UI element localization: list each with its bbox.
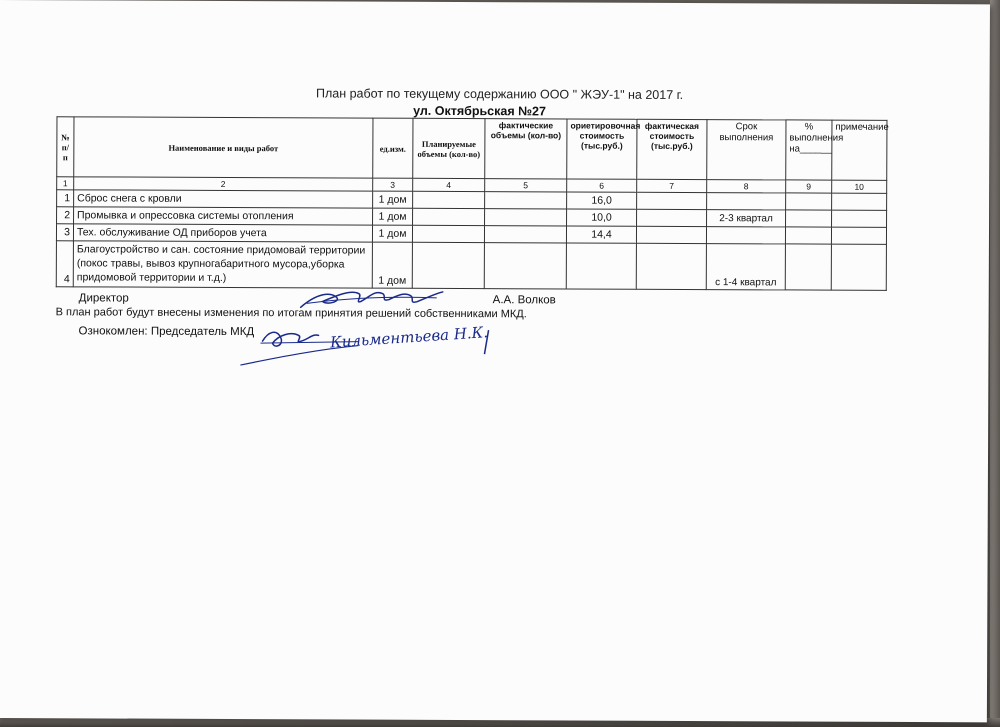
row-unit: 1 дом	[373, 208, 413, 225]
row-unit: 1 дом	[373, 191, 413, 208]
row-deadline: с 1-4 квартал	[706, 244, 785, 290]
header-planned: Планируемые объемы (кол-во)	[413, 118, 485, 178]
document-title: План работ по текущему содержанию ООО " ЖЭУ-1" на 2017 г.	[315, 86, 684, 102]
chairman-signature-text: Кильментьева Н.К.	[329, 323, 489, 352]
row-num: 3	[56, 224, 73, 241]
column-number: 9	[786, 180, 832, 193]
row-note	[831, 244, 886, 290]
header-percent: % выполнения на______	[786, 120, 832, 180]
acquainted-label: Ознокомлен: Председатель МКД	[78, 325, 255, 339]
header-actual-volume: фактические объемы (кол-во)	[485, 119, 567, 179]
row-num: 4	[56, 241, 73, 287]
column-number: 4	[413, 178, 485, 191]
row-unit: 1 дом	[372, 225, 412, 242]
row-est-cost	[566, 243, 636, 289]
row-actual-cost	[636, 226, 706, 243]
row-actual-volume	[484, 243, 566, 289]
row-est-cost: 14,4	[566, 226, 636, 243]
row-percent	[786, 193, 832, 210]
column-number: 10	[832, 180, 887, 193]
header-num: № п/п	[57, 117, 74, 177]
column-number: 5	[485, 179, 567, 192]
row-unit: 1 дом	[372, 242, 412, 288]
row-note	[831, 227, 886, 244]
table-header-row	[57, 117, 887, 181]
row-name: Тех. обслуживание ОД приборов учета	[73, 224, 372, 242]
row-percent	[785, 227, 831, 244]
row-actual-volume	[484, 226, 566, 243]
header-name: Наименование и виды работ	[74, 117, 373, 178]
row-percent	[786, 210, 832, 227]
row-planned	[412, 242, 484, 288]
row-deadline: 2-3 квартал	[707, 210, 786, 227]
header-unit: ед.изм.	[373, 118, 413, 178]
row-deadline	[707, 193, 786, 210]
header-actual-cost: фактическая стоимость (тыс.руб.)	[637, 119, 707, 179]
document-address: ул. Октябрьская №27	[413, 103, 546, 119]
row-est-cost: 16,0	[567, 192, 637, 209]
row-planned	[413, 191, 485, 208]
row-actual-cost	[636, 243, 706, 289]
work-plan-table	[56, 116, 888, 291]
row-actual-volume	[485, 209, 567, 226]
row-num: 2	[57, 207, 74, 224]
row-actual-cost	[637, 192, 707, 209]
row-name: Промывка и опрессовка системы отопления	[74, 207, 373, 225]
row-percent	[785, 244, 831, 290]
director-name: А.А. Волков	[492, 294, 556, 307]
row-actual-volume	[485, 192, 567, 209]
header-deadline: Срок выполнения	[707, 120, 786, 180]
header-note: примечание	[832, 120, 887, 180]
column-number: 1	[57, 177, 74, 190]
row-est-cost: 10,0	[567, 209, 637, 226]
row-note	[832, 210, 887, 227]
header-est-cost: ориетировочная стоимость (тыс.руб.)	[567, 119, 637, 179]
column-number: 7	[637, 179, 707, 192]
row-num: 1	[57, 190, 74, 207]
row-name: Сброс снега с кровли	[74, 190, 373, 208]
row-name: Благоустройство и сан. состояние придомовай территории (покос травы, вывоз крупногабаритного мусора,уборка придомовой территории и т.д.)	[73, 241, 372, 288]
column-number: 2	[74, 177, 373, 191]
row-planned	[412, 225, 484, 242]
row-deadline	[706, 227, 785, 244]
row-planned	[413, 208, 485, 225]
row-note	[832, 193, 887, 210]
table-row	[56, 241, 886, 291]
column-number: 3	[373, 178, 413, 191]
scan-edge-right	[990, 0, 1000, 727]
footer-note: В план работ будут внесены изменения по итогам принятия решений собственниками МКД.	[55, 306, 527, 321]
row-actual-cost	[637, 209, 707, 226]
column-number: 8	[707, 180, 786, 193]
column-number: 6	[567, 179, 637, 192]
director-label: Директор	[78, 292, 129, 305]
chairman-signature	[238, 319, 508, 368]
